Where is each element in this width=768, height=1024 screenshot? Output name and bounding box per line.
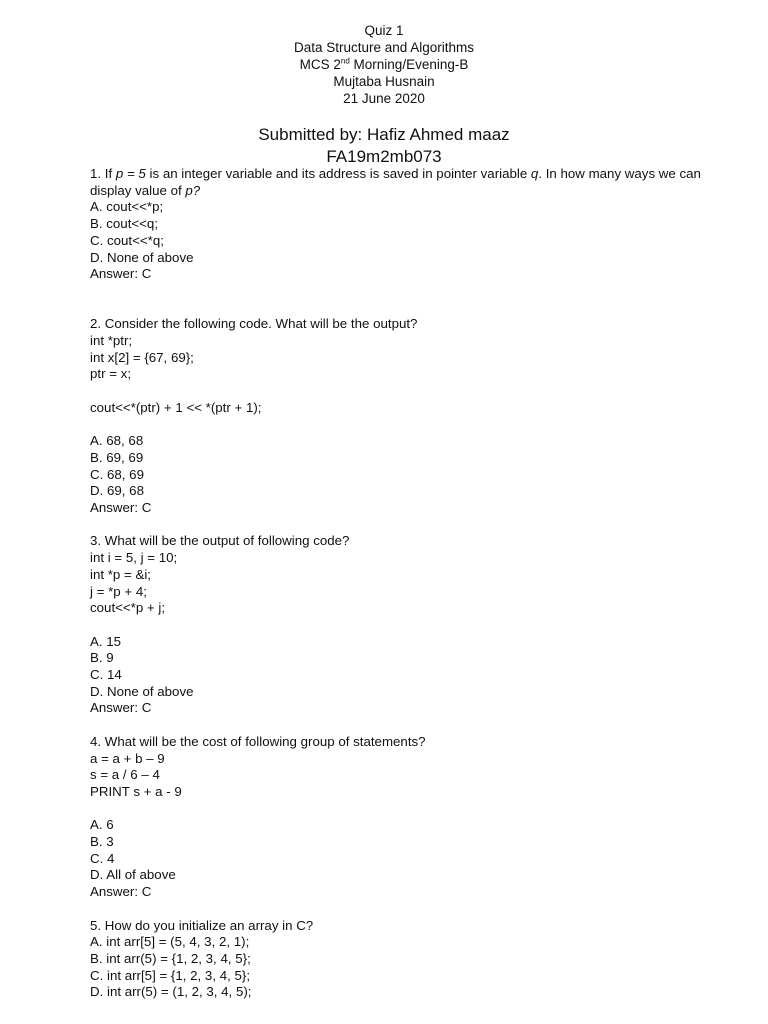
question-1 xyxy=(90,166,740,283)
option: C. 14 xyxy=(90,667,122,682)
question-4 xyxy=(90,734,740,901)
code-line: int i = 5, j = 10; xyxy=(90,550,178,566)
question-4-text: 4. What will be the cost of following group of statements? xyxy=(90,733,426,749)
course-title: Data Structure and Algorithms xyxy=(293,40,475,55)
question-1-text: 1. If p = 5 is an integer variable and its address is saved in pointer variable q. In how many ways we can display value of p? xyxy=(90,166,701,198)
option: D. None of above xyxy=(90,249,194,265)
answer: Answer: C xyxy=(90,266,152,282)
option: C. cout<<*q; xyxy=(90,232,164,248)
roll-number: FA19m2mb073 xyxy=(326,147,442,166)
option: C. int arr[5] = {1, 2, 3, 4, 5}; xyxy=(90,967,251,983)
quiz-date: 21 June 2020 xyxy=(343,91,425,106)
question-2-text: 2. Consider the following code. What will be the output? xyxy=(90,316,418,332)
answer: Answer: C xyxy=(90,884,152,900)
questions xyxy=(90,166,740,1001)
submitted-by: Submitted by: Hafiz Ahmed maaz xyxy=(258,125,510,144)
question-5 xyxy=(90,918,740,1002)
option: B. 3 xyxy=(90,834,114,849)
quiz-title: Quiz 1 xyxy=(364,23,404,38)
option: A. 6 xyxy=(90,817,114,833)
code-line: cout<<*p + j; xyxy=(90,600,166,616)
code-line: int *p = &i; xyxy=(90,566,151,582)
option: A. int arr[5] = (5, 4, 3, 2, 1); xyxy=(90,934,250,950)
option: A. 15 xyxy=(90,633,122,649)
code-line: PRINT s + a - 9 xyxy=(90,783,182,799)
submission-info xyxy=(0,124,768,168)
option: A. 68, 68 xyxy=(90,433,144,449)
document-header xyxy=(0,22,768,107)
question-2 xyxy=(90,316,740,516)
option: D. None of above xyxy=(90,683,194,699)
option: D. int arr(5) = (1, 2, 3, 4, 5); xyxy=(90,984,252,1000)
option: D. 69, 68 xyxy=(90,483,144,499)
option: B. cout<<q; xyxy=(90,216,159,232)
class-line: MCS 2nd Morning/Evening-B xyxy=(299,56,469,72)
code-line: ptr = x; xyxy=(90,366,132,382)
code-line: s = a / 6 – 4 xyxy=(90,767,160,783)
code-line: a = a + b – 9 xyxy=(90,750,165,766)
option: B. int arr(5) = {1, 2, 3, 4, 5}; xyxy=(90,950,251,966)
code-line: j = *p + 4; xyxy=(90,583,147,599)
option: C. 68, 69 xyxy=(90,466,144,482)
option: B. 69, 69 xyxy=(90,449,144,465)
code-line: int x[2] = {67, 69}; xyxy=(90,349,194,365)
question-3 xyxy=(90,533,740,717)
answer: Answer: C xyxy=(90,500,152,515)
instructor-name: Mujtaba Husnain xyxy=(333,74,435,89)
answer: Answer: C xyxy=(90,700,152,716)
code-line: cout<<*(ptr) + 1 << *(ptr + 1); xyxy=(90,399,262,415)
option: B. 9 xyxy=(90,650,114,666)
question-3-text: 3. What will be the output of following code? xyxy=(90,533,350,549)
option: A. cout<<*p; xyxy=(90,199,164,215)
option: C. 4 xyxy=(90,850,115,866)
question-5-text: 5. How do you initialize an array in C? xyxy=(90,917,314,933)
option: D. All of above xyxy=(90,867,176,883)
code-line: int *ptr; xyxy=(90,333,133,348)
